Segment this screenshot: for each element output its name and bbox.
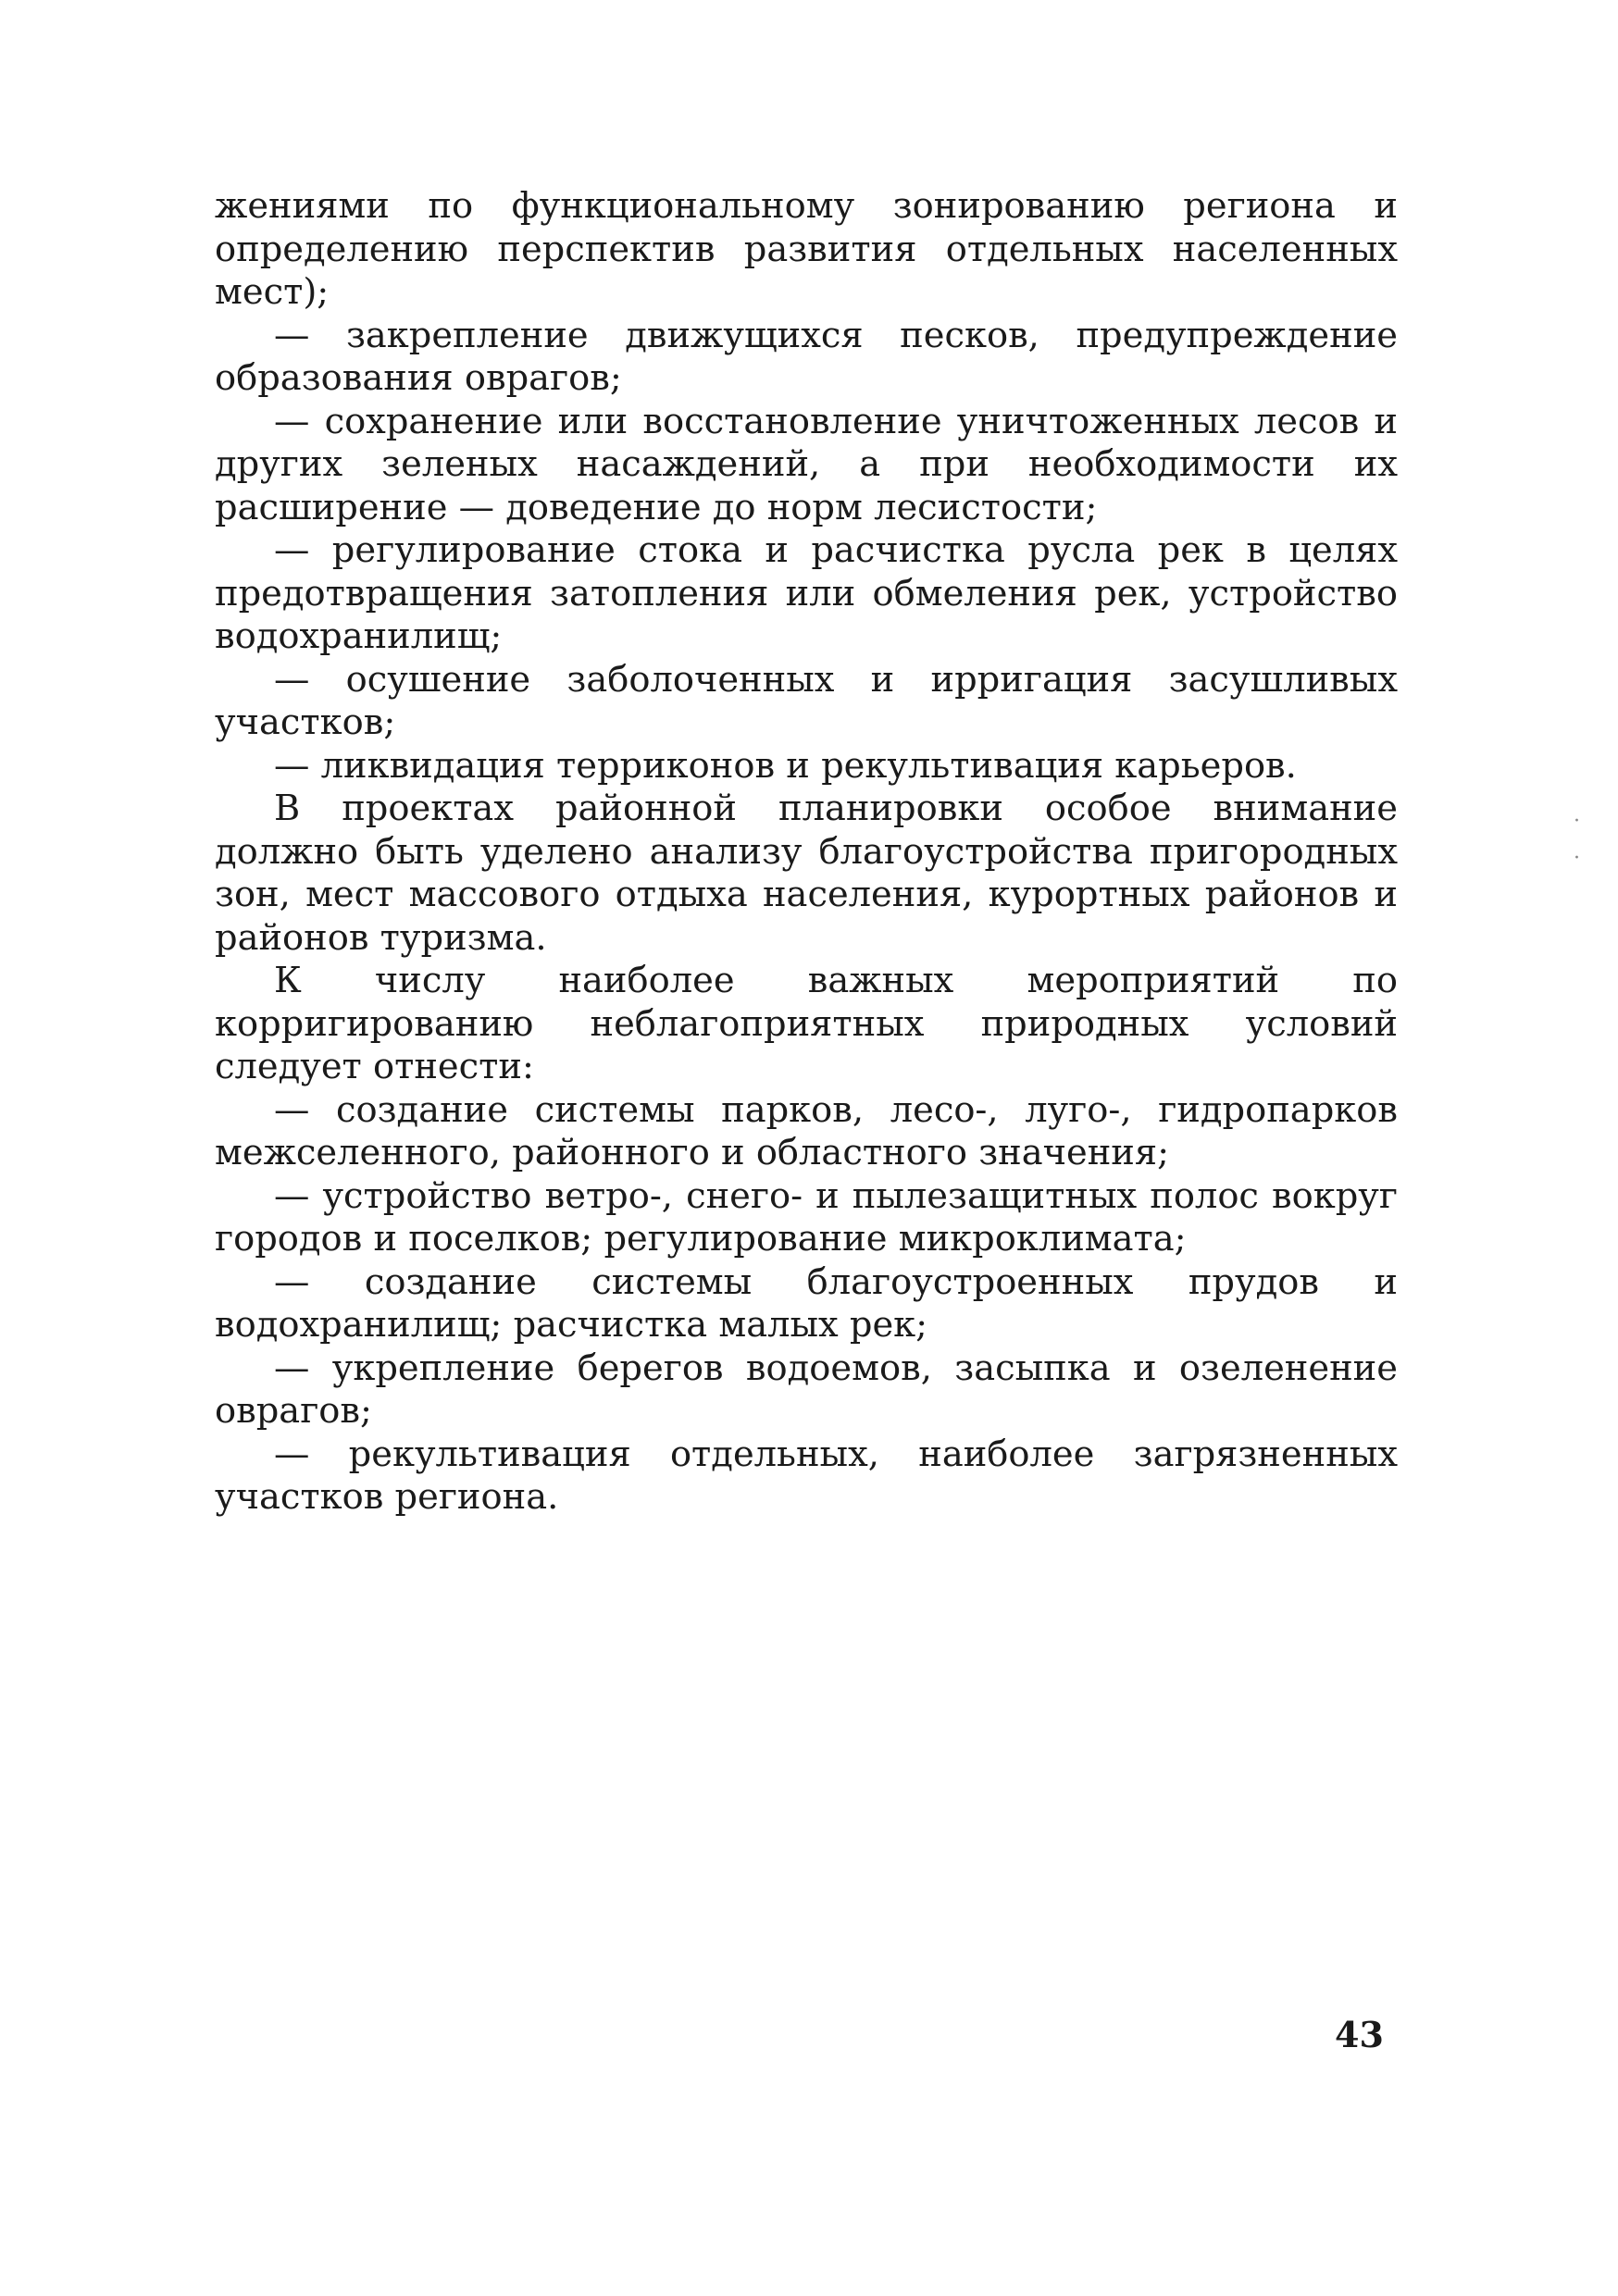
list-item: — создание системы благоустроенных прудов и водохранилищ; расчистка малых рек; xyxy=(215,1260,1398,1346)
list-item: — сохранение или восстановление уничтоженных лесов и других зеленых насаждений, а при необходимости их расширение — доведение до норм лесистости; xyxy=(215,400,1398,528)
page-number: 43 xyxy=(1335,2014,1384,2055)
scan-speck: · xyxy=(1574,847,1580,870)
list-item: — рекультивация отдельных, наиболее загрязненных участков региона. xyxy=(215,1433,1398,1518)
page-body-text xyxy=(215,185,1398,1520)
list-item: — ликвидация терриконов и рекультивация карьеров. xyxy=(274,744,1297,787)
list-item: — закрепление движущихся песков, предупреждение образования оврагов; xyxy=(215,314,1398,399)
scan-speck: · xyxy=(1574,810,1580,833)
list-item: — создание системы парков, лесо-, луго-, гидропарков межселенного, районного и областного значения; xyxy=(215,1088,1398,1173)
list-item: — устройство ветро-, снего- и пылезащитных полос вокруг городов и поселков; регулирование микроклимата; xyxy=(215,1174,1398,1260)
list-item: — укрепление берегов водоемов, засыпка и озеленение оврагов; xyxy=(215,1347,1398,1432)
paragraph: К числу наиболее важных мероприятий по корригированию неблагоприятных природных условий следует отнести: xyxy=(215,960,1398,1087)
paragraph-continuation: жениями по функциональному зонированию региона и определению перспектив развития отдельных населенных мест); xyxy=(215,185,1398,313)
paragraph: В проектах районной планировки особое внимание должно быть уделено анализу благоустройства пригородных зон, мест массового отдыха населения, курортных районов и районов туризма. xyxy=(215,788,1398,959)
list-item: — осушение заболоченных и ирригация засушливых участков; xyxy=(215,658,1398,743)
list-item: — регулирование стока и расчистка русла рек в целях предотвращения затопления или обмеления рек, устройство водохранилищ; xyxy=(215,529,1398,657)
